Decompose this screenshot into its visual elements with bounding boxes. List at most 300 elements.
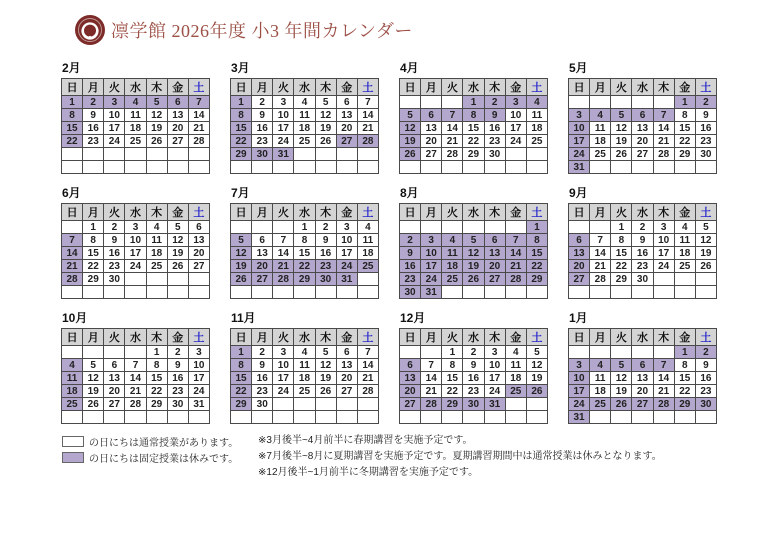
day-cell: 2 bbox=[104, 221, 125, 234]
empty-cell bbox=[590, 221, 611, 234]
weekday-header-4: 木 bbox=[484, 204, 505, 221]
week-row bbox=[569, 148, 717, 161]
day-cell: 13 bbox=[632, 372, 653, 385]
day-cell: 8 bbox=[674, 359, 695, 372]
day-cell: 17 bbox=[569, 135, 590, 148]
weekday-header-1: 月 bbox=[590, 79, 611, 96]
day-cell: 21 bbox=[653, 385, 674, 398]
empty-cell bbox=[674, 161, 695, 174]
week-row bbox=[569, 359, 717, 372]
day-cell: 18 bbox=[62, 385, 83, 398]
weekday-header-2: 火 bbox=[442, 204, 463, 221]
week-row bbox=[231, 161, 379, 174]
empty-cell bbox=[400, 96, 421, 109]
day-cell: 21 bbox=[357, 122, 378, 135]
empty-cell bbox=[167, 161, 188, 174]
empty-cell bbox=[484, 286, 505, 299]
day-cell: 16 bbox=[83, 122, 104, 135]
day-cell: 7 bbox=[653, 359, 674, 372]
day-cell: 5 bbox=[611, 109, 632, 122]
day-cell: 23 bbox=[400, 273, 421, 286]
day-cell: 31 bbox=[336, 273, 357, 286]
day-cell: 29 bbox=[294, 273, 315, 286]
day-cell: 21 bbox=[590, 260, 611, 273]
week-row bbox=[62, 135, 210, 148]
day-cell: 21 bbox=[188, 122, 209, 135]
day-cell: 11 bbox=[294, 359, 315, 372]
day-cell: 26 bbox=[695, 260, 716, 273]
weekday-header-3: 水 bbox=[463, 204, 484, 221]
day-cell: 14 bbox=[357, 109, 378, 122]
day-cell: 1 bbox=[674, 346, 695, 359]
day-cell: 8 bbox=[463, 109, 484, 122]
empty-cell bbox=[442, 96, 463, 109]
day-cell: 17 bbox=[188, 372, 209, 385]
day-cell: 17 bbox=[569, 385, 590, 398]
empty-cell bbox=[463, 221, 484, 234]
month-label-nov: 11月 bbox=[231, 311, 256, 325]
empty-cell bbox=[400, 161, 421, 174]
day-cell: 23 bbox=[632, 260, 653, 273]
day-cell: 27 bbox=[400, 398, 421, 411]
day-cell: 16 bbox=[167, 372, 188, 385]
day-cell: 19 bbox=[526, 372, 547, 385]
day-cell: 25 bbox=[146, 260, 167, 273]
day-cell: 15 bbox=[442, 372, 463, 385]
day-cell: 7 bbox=[653, 109, 674, 122]
day-cell: 27 bbox=[484, 273, 505, 286]
day-cell: 16 bbox=[252, 372, 273, 385]
weekday-header-0: 日 bbox=[231, 329, 252, 346]
day-cell: 5 bbox=[400, 109, 421, 122]
day-cell: 30 bbox=[400, 286, 421, 299]
day-cell: 14 bbox=[357, 359, 378, 372]
weekday-header-3: 水 bbox=[294, 79, 315, 96]
day-cell: 22 bbox=[83, 260, 104, 273]
weekday-header-6: 土 bbox=[695, 204, 716, 221]
empty-cell bbox=[421, 221, 442, 234]
weekday-header-6: 土 bbox=[526, 79, 547, 96]
day-cell: 29 bbox=[83, 273, 104, 286]
empty-cell bbox=[167, 286, 188, 299]
day-cell: 3 bbox=[505, 96, 526, 109]
day-cell: 17 bbox=[273, 122, 294, 135]
day-cell: 11 bbox=[357, 234, 378, 247]
week-row bbox=[400, 96, 548, 109]
week-row bbox=[400, 161, 548, 174]
header bbox=[74, 14, 413, 46]
day-cell: 25 bbox=[590, 398, 611, 411]
month-block-jun bbox=[61, 187, 210, 299]
weekday-header-3: 水 bbox=[632, 329, 653, 346]
day-cell: 7 bbox=[442, 109, 463, 122]
week-row bbox=[62, 122, 210, 135]
empty-cell bbox=[252, 286, 273, 299]
empty-cell bbox=[505, 161, 526, 174]
empty-cell bbox=[421, 346, 442, 359]
day-cell: 26 bbox=[463, 273, 484, 286]
day-cell: 4 bbox=[442, 234, 463, 247]
weekday-header-2: 火 bbox=[442, 329, 463, 346]
day-cell: 30 bbox=[695, 148, 716, 161]
empty-cell bbox=[357, 148, 378, 161]
empty-cell bbox=[611, 161, 632, 174]
week-row bbox=[62, 148, 210, 161]
week-row bbox=[569, 346, 717, 359]
weekday-header-row bbox=[569, 79, 717, 96]
day-cell: 11 bbox=[505, 359, 526, 372]
day-cell: 15 bbox=[62, 122, 83, 135]
week-row bbox=[231, 96, 379, 109]
week-row bbox=[569, 122, 717, 135]
day-cell: 25 bbox=[294, 135, 315, 148]
day-cell: 22 bbox=[526, 260, 547, 273]
day-cell: 11 bbox=[590, 122, 611, 135]
day-cell: 18 bbox=[357, 247, 378, 260]
day-cell: 24 bbox=[273, 135, 294, 148]
week-row bbox=[400, 385, 548, 398]
day-cell: 1 bbox=[611, 221, 632, 234]
empty-cell bbox=[252, 221, 273, 234]
day-cell: 6 bbox=[252, 234, 273, 247]
day-cell: 18 bbox=[526, 122, 547, 135]
day-cell: 13 bbox=[400, 372, 421, 385]
day-cell: 5 bbox=[315, 96, 336, 109]
day-cell: 1 bbox=[62, 96, 83, 109]
week-row bbox=[62, 96, 210, 109]
empty-cell bbox=[83, 411, 104, 424]
day-cell: 12 bbox=[315, 359, 336, 372]
day-cell: 11 bbox=[442, 247, 463, 260]
day-cell: 20 bbox=[421, 135, 442, 148]
day-cell: 3 bbox=[569, 359, 590, 372]
day-cell: 14 bbox=[442, 122, 463, 135]
day-cell: 10 bbox=[273, 359, 294, 372]
day-cell: 2 bbox=[632, 221, 653, 234]
weekday-header-5: 金 bbox=[505, 79, 526, 96]
day-cell: 17 bbox=[421, 260, 442, 273]
empty-cell bbox=[62, 148, 83, 161]
week-row bbox=[569, 109, 717, 122]
day-cell: 1 bbox=[146, 346, 167, 359]
day-cell: 18 bbox=[674, 247, 695, 260]
day-cell: 13 bbox=[484, 247, 505, 260]
empty-cell bbox=[231, 161, 252, 174]
day-cell: 11 bbox=[146, 234, 167, 247]
day-cell: 20 bbox=[104, 385, 125, 398]
day-cell: 9 bbox=[167, 359, 188, 372]
day-cell: 29 bbox=[526, 273, 547, 286]
empty-cell bbox=[632, 286, 653, 299]
day-cell: 5 bbox=[231, 234, 252, 247]
day-cell: 10 bbox=[569, 372, 590, 385]
empty-cell bbox=[695, 273, 716, 286]
month-label-apr: 4月 bbox=[400, 61, 419, 75]
weekday-header-2: 火 bbox=[611, 79, 632, 96]
empty-cell bbox=[653, 96, 674, 109]
weekday-header-4: 木 bbox=[653, 79, 674, 96]
month-table-mar bbox=[230, 78, 379, 174]
day-cell: 24 bbox=[421, 273, 442, 286]
legend-text: の日にちは固定授業は休みです。 bbox=[89, 453, 239, 465]
day-cell: 14 bbox=[653, 372, 674, 385]
day-cell: 4 bbox=[526, 96, 547, 109]
day-cell: 19 bbox=[611, 135, 632, 148]
week-row bbox=[231, 135, 379, 148]
day-cell: 1 bbox=[83, 221, 104, 234]
empty-cell bbox=[400, 346, 421, 359]
notes bbox=[258, 433, 662, 481]
empty-cell bbox=[146, 411, 167, 424]
weekday-header-5: 金 bbox=[336, 329, 357, 346]
day-cell: 7 bbox=[357, 96, 378, 109]
weekday-header-4: 木 bbox=[484, 79, 505, 96]
month-label-feb: 2月 bbox=[62, 61, 81, 75]
empty-cell bbox=[569, 346, 590, 359]
weekday-header-5: 金 bbox=[336, 79, 357, 96]
empty-cell bbox=[62, 161, 83, 174]
empty-cell bbox=[273, 161, 294, 174]
day-cell: 12 bbox=[463, 247, 484, 260]
empty-cell bbox=[590, 161, 611, 174]
weekday-header-0: 日 bbox=[62, 329, 83, 346]
day-cell: 27 bbox=[632, 398, 653, 411]
weekday-header-6: 土 bbox=[526, 204, 547, 221]
week-row bbox=[62, 398, 210, 411]
week-row bbox=[400, 221, 548, 234]
empty-cell bbox=[146, 286, 167, 299]
empty-cell bbox=[463, 411, 484, 424]
month-label-aug: 8月 bbox=[400, 186, 419, 200]
day-cell: 20 bbox=[569, 260, 590, 273]
month-block-apr bbox=[399, 62, 548, 174]
day-cell: 2 bbox=[695, 346, 716, 359]
day-cell: 1 bbox=[294, 221, 315, 234]
day-cell: 16 bbox=[315, 247, 336, 260]
week-row bbox=[62, 372, 210, 385]
day-cell: 26 bbox=[146, 135, 167, 148]
empty-cell bbox=[632, 161, 653, 174]
empty-cell bbox=[315, 161, 336, 174]
empty-cell bbox=[104, 286, 125, 299]
week-row bbox=[62, 234, 210, 247]
week-row bbox=[231, 247, 379, 260]
day-cell: 9 bbox=[632, 234, 653, 247]
day-cell: 31 bbox=[188, 398, 209, 411]
day-cell: 1 bbox=[231, 96, 252, 109]
week-row bbox=[400, 372, 548, 385]
day-cell: 25 bbox=[505, 385, 526, 398]
day-cell: 12 bbox=[231, 247, 252, 260]
day-cell: 9 bbox=[695, 109, 716, 122]
day-cell: 26 bbox=[611, 148, 632, 161]
day-cell: 28 bbox=[421, 398, 442, 411]
week-row bbox=[400, 286, 548, 299]
day-cell: 14 bbox=[62, 247, 83, 260]
weekday-header-row bbox=[231, 204, 379, 221]
empty-cell bbox=[505, 286, 526, 299]
empty-cell bbox=[526, 411, 547, 424]
day-cell: 17 bbox=[336, 247, 357, 260]
day-cell: 28 bbox=[62, 273, 83, 286]
day-cell: 11 bbox=[590, 372, 611, 385]
day-cell: 23 bbox=[484, 135, 505, 148]
day-cell: 25 bbox=[62, 398, 83, 411]
weekday-header-3: 水 bbox=[125, 79, 146, 96]
day-cell: 10 bbox=[336, 234, 357, 247]
day-cell: 10 bbox=[421, 247, 442, 260]
month-block-sep bbox=[568, 187, 717, 299]
weekday-header-0: 日 bbox=[400, 79, 421, 96]
day-cell: 19 bbox=[315, 372, 336, 385]
day-cell: 9 bbox=[400, 247, 421, 260]
day-cell: 26 bbox=[315, 385, 336, 398]
day-cell: 17 bbox=[273, 372, 294, 385]
empty-cell bbox=[167, 273, 188, 286]
day-cell: 26 bbox=[400, 148, 421, 161]
day-cell: 6 bbox=[336, 346, 357, 359]
day-cell: 10 bbox=[188, 359, 209, 372]
day-cell: 6 bbox=[632, 359, 653, 372]
day-cell: 24 bbox=[273, 385, 294, 398]
weekday-header-0: 日 bbox=[569, 329, 590, 346]
week-row bbox=[569, 286, 717, 299]
day-cell: 10 bbox=[653, 234, 674, 247]
empty-cell bbox=[611, 411, 632, 424]
empty-cell bbox=[62, 346, 83, 359]
empty-cell bbox=[484, 221, 505, 234]
day-cell: 30 bbox=[104, 273, 125, 286]
day-cell: 16 bbox=[104, 247, 125, 260]
weekday-header-6: 土 bbox=[188, 79, 209, 96]
day-cell: 8 bbox=[62, 109, 83, 122]
weekday-header-1: 月 bbox=[252, 79, 273, 96]
week-row bbox=[231, 221, 379, 234]
day-cell: 28 bbox=[125, 398, 146, 411]
empty-cell bbox=[62, 411, 83, 424]
legend-row-closed bbox=[62, 449, 238, 465]
empty-cell bbox=[357, 161, 378, 174]
day-cell: 12 bbox=[526, 359, 547, 372]
day-cell: 7 bbox=[125, 359, 146, 372]
day-cell: 21 bbox=[125, 385, 146, 398]
day-cell: 7 bbox=[590, 234, 611, 247]
day-cell: 30 bbox=[252, 148, 273, 161]
month-table-dec bbox=[399, 328, 548, 424]
week-row bbox=[62, 346, 210, 359]
week-row bbox=[400, 122, 548, 135]
weekday-header-row bbox=[569, 204, 717, 221]
day-cell: 16 bbox=[632, 247, 653, 260]
month-label-jan: 1月 bbox=[569, 311, 588, 325]
day-cell: 2 bbox=[252, 96, 273, 109]
empty-cell bbox=[653, 273, 674, 286]
day-cell: 9 bbox=[252, 109, 273, 122]
weekday-header-1: 月 bbox=[421, 79, 442, 96]
weekday-header-1: 月 bbox=[421, 204, 442, 221]
empty-cell bbox=[695, 161, 716, 174]
week-row bbox=[231, 385, 379, 398]
day-cell: 14 bbox=[653, 122, 674, 135]
empty-cell bbox=[252, 161, 273, 174]
empty-cell bbox=[611, 286, 632, 299]
weekday-header-1: 月 bbox=[83, 329, 104, 346]
weekday-header-1: 月 bbox=[252, 329, 273, 346]
weekday-header-row bbox=[62, 329, 210, 346]
empty-cell bbox=[526, 286, 547, 299]
day-cell: 21 bbox=[62, 260, 83, 273]
day-cell: 18 bbox=[590, 385, 611, 398]
week-row bbox=[231, 273, 379, 286]
day-cell: 8 bbox=[231, 359, 252, 372]
day-cell: 15 bbox=[674, 122, 695, 135]
week-row bbox=[569, 273, 717, 286]
empty-cell bbox=[188, 148, 209, 161]
week-row bbox=[62, 260, 210, 273]
day-cell: 2 bbox=[315, 221, 336, 234]
empty-cell bbox=[674, 273, 695, 286]
day-cell: 5 bbox=[167, 221, 188, 234]
day-cell: 25 bbox=[442, 273, 463, 286]
day-cell: 7 bbox=[357, 346, 378, 359]
day-cell: 18 bbox=[294, 372, 315, 385]
day-cell: 5 bbox=[315, 346, 336, 359]
day-cell: 20 bbox=[400, 385, 421, 398]
day-cell: 5 bbox=[611, 359, 632, 372]
school-seal-icon bbox=[74, 14, 106, 46]
empty-cell bbox=[294, 148, 315, 161]
month-table-apr bbox=[399, 78, 548, 174]
empty-cell bbox=[62, 286, 83, 299]
legend-swatch-open bbox=[62, 436, 84, 447]
empty-cell bbox=[146, 148, 167, 161]
day-cell: 23 bbox=[695, 135, 716, 148]
day-cell: 29 bbox=[231, 398, 252, 411]
weekday-header-1: 月 bbox=[83, 79, 104, 96]
week-row bbox=[62, 247, 210, 260]
empty-cell bbox=[294, 161, 315, 174]
empty-cell bbox=[83, 286, 104, 299]
day-cell: 23 bbox=[252, 135, 273, 148]
weekday-header-5: 金 bbox=[167, 329, 188, 346]
day-cell: 3 bbox=[104, 96, 125, 109]
weekday-header-2: 火 bbox=[273, 204, 294, 221]
day-cell: 30 bbox=[252, 398, 273, 411]
empty-cell bbox=[104, 346, 125, 359]
note-line-3: ※12月後半~1月前半に冬期講習を実施予定です。 bbox=[258, 467, 479, 478]
day-cell: 19 bbox=[83, 385, 104, 398]
day-cell: 9 bbox=[252, 359, 273, 372]
day-cell: 12 bbox=[146, 109, 167, 122]
day-cell: 15 bbox=[674, 372, 695, 385]
day-cell: 28 bbox=[188, 135, 209, 148]
day-cell: 15 bbox=[231, 372, 252, 385]
day-cell: 24 bbox=[104, 135, 125, 148]
day-cell: 11 bbox=[62, 372, 83, 385]
weekday-header-5: 金 bbox=[674, 204, 695, 221]
weekday-header-row bbox=[231, 329, 379, 346]
day-cell: 10 bbox=[569, 122, 590, 135]
weekday-header-4: 木 bbox=[315, 329, 336, 346]
month-block-jan bbox=[568, 312, 717, 424]
day-cell: 11 bbox=[526, 109, 547, 122]
empty-cell bbox=[273, 221, 294, 234]
day-cell: 8 bbox=[442, 359, 463, 372]
month-label-sep: 9月 bbox=[569, 186, 588, 200]
empty-cell bbox=[336, 161, 357, 174]
weekday-header-6: 土 bbox=[357, 204, 378, 221]
week-row bbox=[62, 273, 210, 286]
